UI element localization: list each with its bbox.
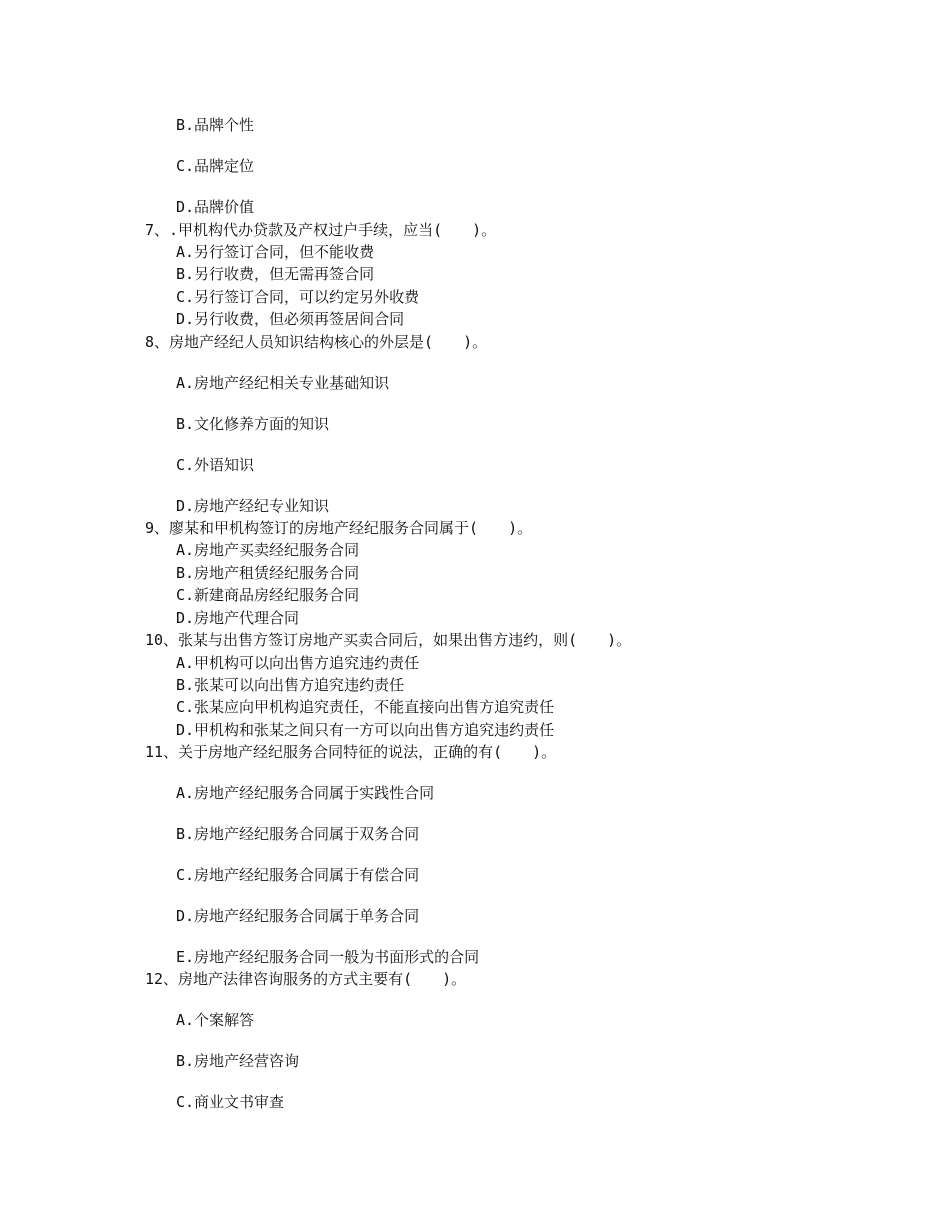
option-line: A.个案解答 xyxy=(176,1011,255,1029)
question-line: 11、关于房地产经纪服务合同特征的说法，正确的有( )。 xyxy=(145,743,557,761)
option-line: A.房地产经纪服务合同属于实践性合同 xyxy=(176,784,435,802)
option-line: B.张某可以向出售方追究违约责任 xyxy=(176,676,405,694)
option-line: C.张某应向甲机构追究责任，不能直接向出售方追究责任 xyxy=(176,698,555,716)
option-line: D.品牌价值 xyxy=(176,198,255,216)
question-line: 10、张某与出售方签订房地产买卖合同后，如果出售方违约，则( )。 xyxy=(145,631,632,649)
option-line: B.文化修养方面的知识 xyxy=(176,415,330,433)
option-line: B.房地产租赁经纪服务合同 xyxy=(176,564,360,582)
option-line: D.房地产经纪服务合同属于单务合同 xyxy=(176,907,420,925)
option-line: B.房地产经营咨询 xyxy=(176,1052,300,1070)
option-line: C.外语知识 xyxy=(176,456,255,474)
option-line: A.甲机构可以向出售方追究违约责任 xyxy=(176,654,420,672)
option-line: C.新建商品房经纪服务合同 xyxy=(176,586,360,604)
option-line: B.另行收费，但无需再签合同 xyxy=(176,265,375,283)
question-line: 7、.甲机构代办贷款及产权过户手续，应当( )。 xyxy=(145,221,497,239)
option-line: C.房地产经纪服务合同属于有偿合同 xyxy=(176,866,420,884)
question-line: 8、房地产经纪人员知识结构核心的外层是( )。 xyxy=(145,333,488,351)
option-line: B.房地产经纪服务合同属于双务合同 xyxy=(176,825,420,843)
option-line: A.房地产经纪相关专业基础知识 xyxy=(176,374,390,392)
option-line: D.另行收费，但必须再签居间合同 xyxy=(176,310,405,328)
option-line: C.商业文书审查 xyxy=(176,1093,285,1111)
option-line: C.另行签订合同，可以约定另外收费 xyxy=(176,288,420,306)
option-line: C.品牌定位 xyxy=(176,157,255,175)
option-line: D.房地产经纪专业知识 xyxy=(176,497,330,515)
option-line: E.房地产经纪服务合同一般为书面形式的合同 xyxy=(176,948,480,966)
option-line: D.房地产代理合同 xyxy=(176,609,300,627)
option-line: D.甲机构和张某之间只有一方可以向出售方追究违约责任 xyxy=(176,721,555,739)
question-line: 9、廖某和甲机构签订的房地产经纪服务合同属于( )。 xyxy=(145,519,533,537)
option-line: B.品牌个性 xyxy=(176,116,255,134)
option-line: A.房地产买卖经纪服务合同 xyxy=(176,541,360,559)
question-line: 12、房地产法律咨询服务的方式主要有( )。 xyxy=(145,970,467,988)
option-line: A.另行签订合同，但不能收费 xyxy=(176,243,375,261)
